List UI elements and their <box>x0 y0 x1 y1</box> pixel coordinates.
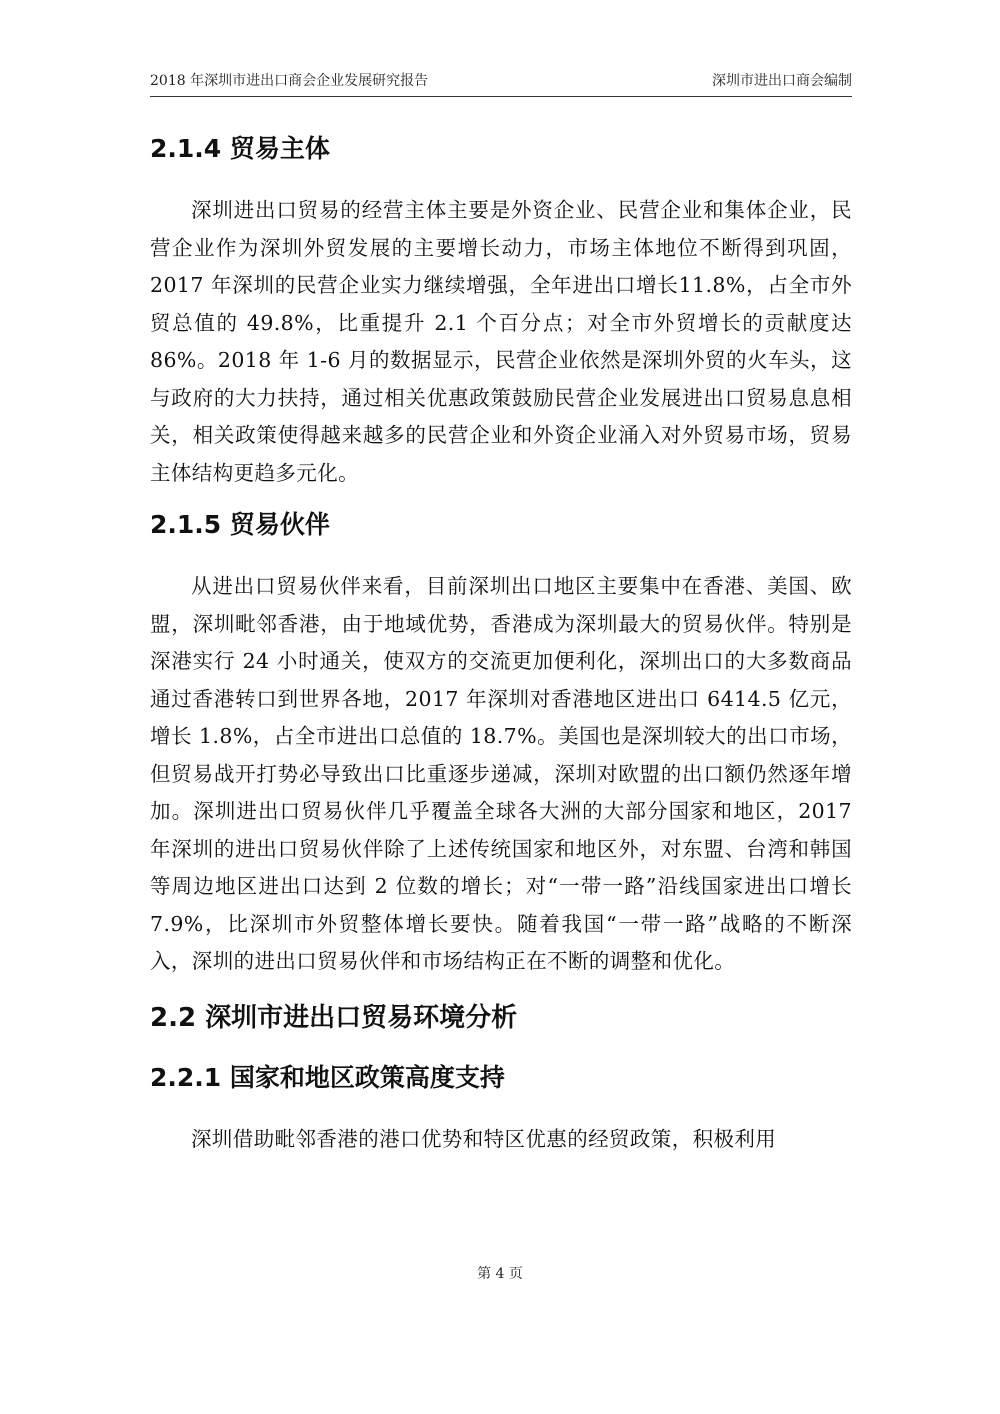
header-publisher: 深圳市进出口商会编制 <box>712 73 852 89</box>
heading-trade-entities: 2.1.4 贸易主体 <box>150 134 330 163</box>
page-header <box>150 72 852 97</box>
heading-trade-environment: 2.2 深圳市进出口贸易环境分析 <box>150 1002 518 1033</box>
page-content <box>150 118 852 1174</box>
heading-trade-partners: 2.1.5 贸易伙伴 <box>150 510 330 539</box>
paragraph-trade-partners: 从进出口贸易伙伴来看，目前深圳出口地区主要集中在香港、美国、欧盟，深圳毗邻香港，由于地域优势，香港成为深圳最大的贸易伙伴。特别是深港实行 24 小时通关，使双方的交流更加便利化，深圳出口的大多数商品通过香港转口到世界各地，2017 年深圳对香港地区进出口 6414.5 亿元，增长 1.8%，占全市进出口总值的 18.7%。美国也是深圳较大的出口市场，但贸易战开打势必导致出口比重逐步递减，深圳对欧盟的出口额仍然逐年增加。深圳进出口贸易伙伴几乎覆盖全球各大洲的大部分国家和地区，2017 年深圳的进出口贸易伙伴除了上述传统国家和地区外，对东盟、台湾和韩国等周边地区进出口达到 2 位数的增长；对“一带一路”沿线国家进出口增长 7.9%，比深圳市外贸整体增长要快。随着我国“一带一路”战略的不断深入，深圳的进出口贸易伙伴和市场结构正在不断的调整和优化。 <box>150 574 852 973</box>
page-number: 第 4 页 <box>477 1266 523 1282</box>
paragraph-trade-entities: 深圳进出口贸易的经营主体主要是外资企业、民营企业和集体企业，民营企业作为深圳外贸发展的主要增长动力，市场主体地位不断得到巩固，2017 年深圳的民营企业实力继续增强，全年进出口增长11.8%，占全市外贸总值的 49.8%，比重提升 2.1 个百分点；对全市外贸增长的贡献度达 86%。2018 年 1-6 月的数据显示，民营企业依然是深圳外贸的火车头，这与政府的大力扶持，通过相关优惠政策鼓励民营企业发展进出口贸易息息相关，相关政策使得越来越多的民营企业和外资企业涌入对外贸易市场，贸易主体结构更趋多元化。 <box>150 198 852 485</box>
heading-policy-support: 2.2.1 国家和地区政策高度支持 <box>150 1062 505 1092</box>
paragraph-policy-support: 深圳借助毗邻香港的港口优势和特区优惠的经贸政策，积极利用 <box>191 1126 777 1151</box>
header-report-title: 2018 年深圳市进出口商会企业发展研究报告 <box>150 73 429 89</box>
